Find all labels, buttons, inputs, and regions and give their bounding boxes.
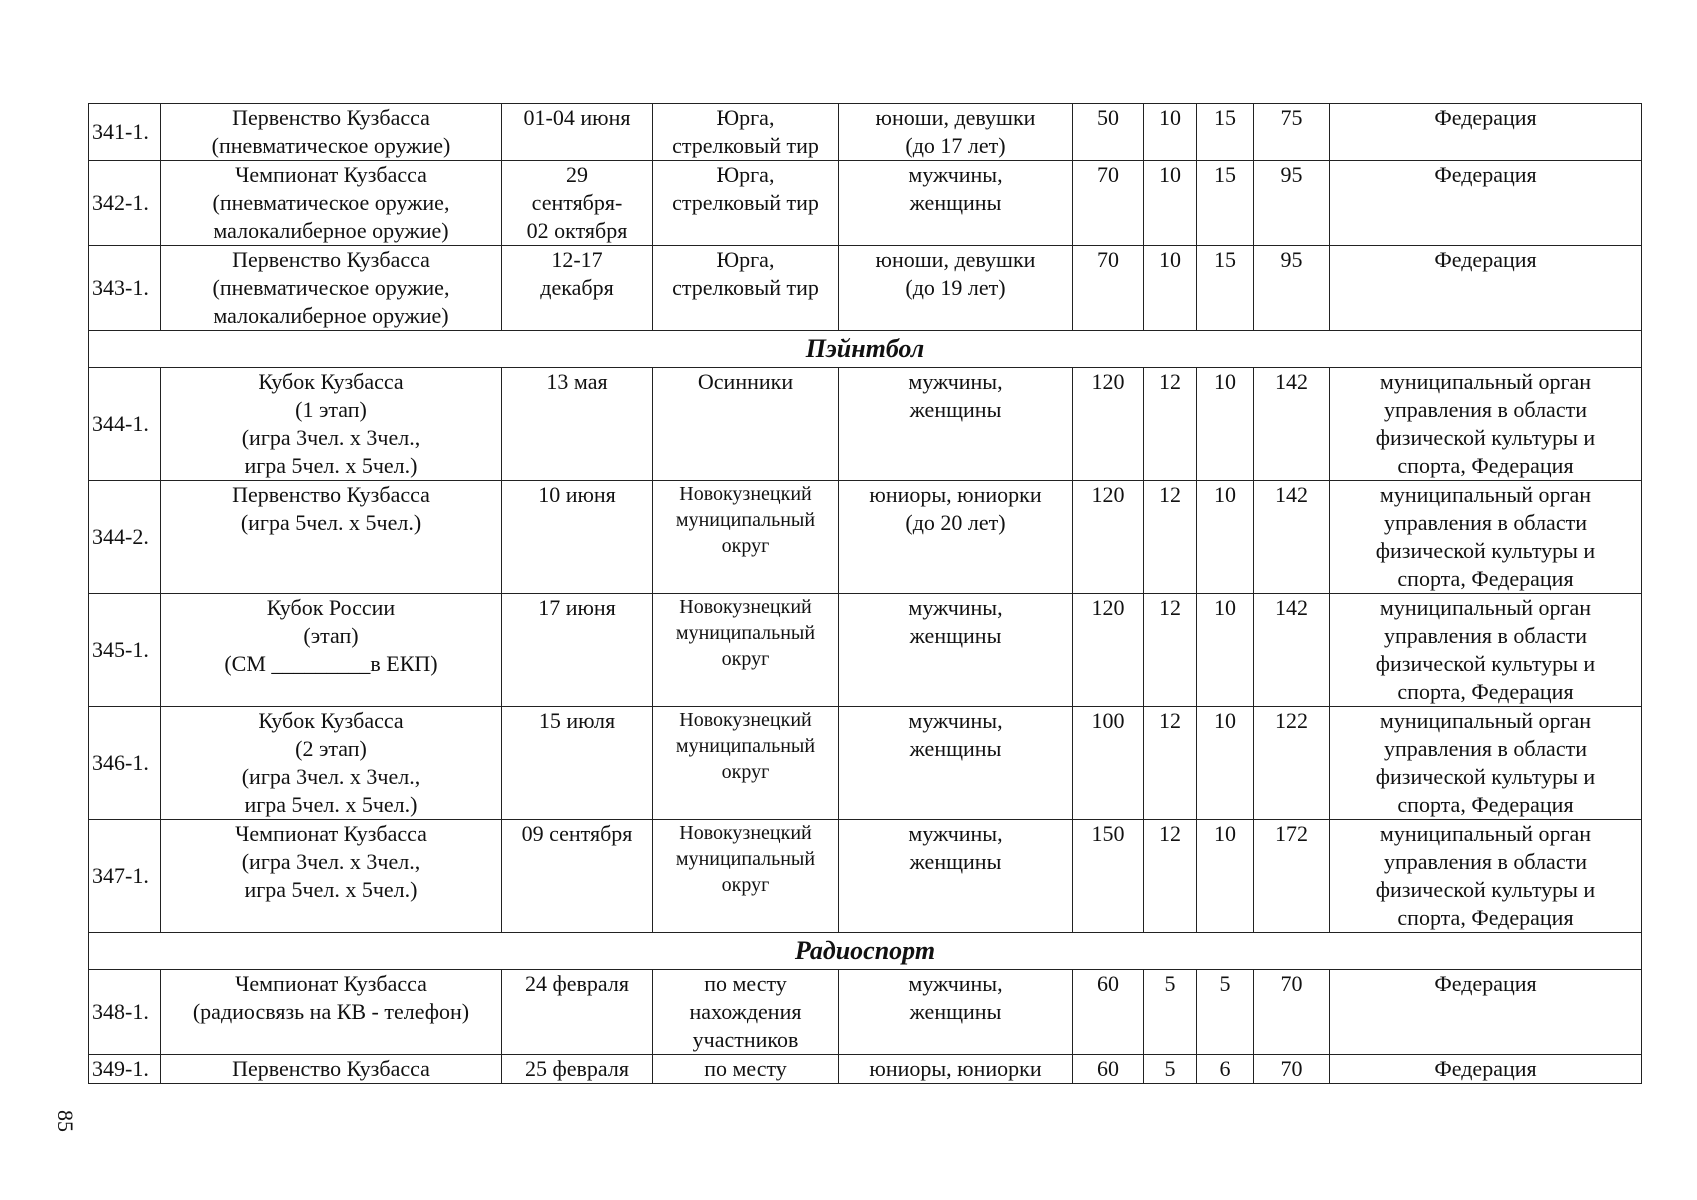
event-organizer-line: спорта, Федерация: [1397, 792, 1574, 817]
event-organizer: [1330, 481, 1642, 594]
event-organizer-line: Федерация: [1434, 162, 1537, 187]
event-name: [161, 104, 502, 161]
count-col-1: 120: [1073, 594, 1144, 707]
event-place-line: по месту: [704, 1056, 787, 1081]
event-date-line: 02 октября: [526, 218, 628, 243]
event-organizer-line: управления в области: [1384, 849, 1587, 874]
table-row: [89, 104, 1642, 161]
event-name: [161, 707, 502, 820]
event-name-line: Чемпионат Кузбасса: [235, 971, 427, 996]
section-title: Радиоспорт: [89, 933, 1642, 970]
table-row: [89, 246, 1642, 331]
event-organizer: [1330, 246, 1642, 331]
event-place-line: Юрга,: [716, 162, 775, 187]
event-place-line: округ: [721, 648, 770, 670]
event-name-line: (радиосвязь на КВ - телефон): [192, 999, 470, 1024]
event-date: [502, 707, 653, 820]
event-place-line: Новокузнецкий: [679, 709, 812, 731]
count-col-3: 10: [1197, 368, 1254, 481]
event-organizer-line: управления в области: [1384, 397, 1587, 422]
event-name-line: игра 5чел. х 5чел.): [244, 792, 418, 817]
event-number: 341-1.: [89, 104, 161, 161]
event-participants-line: юниоры, юниорки: [869, 482, 1042, 507]
count-col-2: 10: [1144, 161, 1197, 246]
event-organizer-line: спорта, Федерация: [1397, 566, 1574, 591]
event-organizer-line: управления в области: [1384, 623, 1587, 648]
event-name-line: Первенство Кузбасса: [232, 247, 430, 272]
event-name: [161, 161, 502, 246]
count-col-2: 10: [1144, 246, 1197, 331]
count-col-2: 12: [1144, 481, 1197, 594]
event-organizer: [1330, 820, 1642, 933]
event-name-line: Кубок России: [266, 595, 396, 620]
event-participants-line: женщины: [909, 736, 1002, 761]
event-place-line: муниципальный: [675, 622, 816, 644]
count-col-3: 10: [1197, 594, 1254, 707]
event-participants-line: (до 17 лет): [905, 133, 1006, 158]
event-organizer-line: физической культуры и: [1375, 877, 1596, 902]
count-col-2: 5: [1144, 1055, 1197, 1084]
event-date-line: декабря: [540, 275, 614, 300]
event-date: [502, 970, 653, 1055]
count-col-2: 12: [1144, 820, 1197, 933]
event-number: 346-1.: [89, 707, 161, 820]
event-number: 348-1.: [89, 970, 161, 1055]
event-participants: [839, 1055, 1073, 1084]
event-number: 342-1.: [89, 161, 161, 246]
event-name-line: (этап): [303, 623, 359, 648]
event-place-line: муниципальный: [675, 509, 816, 531]
page-number: 85: [53, 1110, 78, 1132]
event-name-line: (игра 3чел. х 3чел.,: [241, 425, 421, 450]
count-col-total: 75: [1254, 104, 1330, 161]
count-col-3: 6: [1197, 1055, 1254, 1084]
table-row: [89, 970, 1642, 1055]
event-organizer-line: Федерация: [1434, 971, 1537, 996]
event-name-line: (пневматическое оружие,: [212, 275, 450, 300]
event-name-line: малокалиберное оружие): [213, 303, 449, 328]
event-organizer-line: муниципальный орган: [1379, 595, 1592, 620]
event-participants-line: женщины: [909, 623, 1002, 648]
event-date-line: 13 мая: [546, 369, 608, 394]
event-name-line: Чемпионат Кузбасса: [235, 162, 427, 187]
event-place: [653, 820, 839, 933]
event-number: 349-1.: [89, 1055, 161, 1084]
event-organizer: [1330, 104, 1642, 161]
count-col-total: 142: [1254, 594, 1330, 707]
event-participants: [839, 707, 1073, 820]
event-organizer-line: Федерация: [1434, 1056, 1537, 1081]
event-number: 347-1.: [89, 820, 161, 933]
event-number: 345-1.: [89, 594, 161, 707]
table-row: [89, 820, 1642, 933]
event-date-line: сентября-: [531, 190, 623, 215]
event-name-line: Первенство Кузбасса: [232, 105, 430, 130]
event-number: 344-1.: [89, 368, 161, 481]
event-organizer: [1330, 707, 1642, 820]
count-col-1: 120: [1073, 481, 1144, 594]
event-name-line: (1 этап): [295, 397, 367, 422]
event-participants: [839, 820, 1073, 933]
event-name: [161, 970, 502, 1055]
event-organizer-line: муниципальный орган: [1379, 482, 1592, 507]
count-col-1: 70: [1073, 161, 1144, 246]
event-name-line: малокалиберное оружие): [213, 218, 449, 243]
event-participants: [839, 246, 1073, 331]
event-participants-line: женщины: [909, 849, 1002, 874]
event-date-line: 09 сентября: [521, 821, 633, 846]
table-row: [89, 368, 1642, 481]
events-table: [88, 103, 1642, 1084]
event-participants-line: (до 19 лет): [905, 275, 1006, 300]
event-place-line: округ: [721, 874, 770, 896]
count-col-3: 10: [1197, 707, 1254, 820]
event-date-line: 29: [566, 162, 588, 187]
event-organizer-line: спорта, Федерация: [1397, 905, 1574, 930]
event-name-line: (пневматическое оружие): [211, 133, 451, 158]
event-organizer-line: спорта, Федерация: [1397, 453, 1574, 478]
count-col-2: 5: [1144, 970, 1197, 1055]
event-date-line: 10 июня: [538, 482, 616, 507]
count-col-total: 95: [1254, 161, 1330, 246]
event-name-line: Первенство Кузбасса: [232, 482, 430, 507]
event-participants-line: женщины: [909, 397, 1002, 422]
event-name-line: (игра 5чел. х 5чел.): [240, 510, 422, 535]
event-participants-line: мужчины,: [908, 821, 1003, 846]
event-name-line: (СМ _________в ЕКП): [224, 651, 438, 676]
event-name-line: (пневматическое оружие,: [212, 190, 450, 215]
count-col-3: 5: [1197, 970, 1254, 1055]
event-organizer-line: Федерация: [1434, 247, 1537, 272]
event-date: [502, 246, 653, 331]
count-col-3: 15: [1197, 246, 1254, 331]
event-number: 344-2.: [89, 481, 161, 594]
event-place-line: Осинники: [697, 369, 794, 394]
event-name-line: (игра 3чел. х 3чел.,: [241, 764, 421, 789]
event-name: [161, 820, 502, 933]
table-row: [89, 161, 1642, 246]
event-date: [502, 820, 653, 933]
event-participants: [839, 481, 1073, 594]
event-name-line: игра 5чел. х 5чел.): [244, 877, 418, 902]
table-row: [89, 594, 1642, 707]
section-header: [89, 331, 1642, 368]
event-organizer: [1330, 368, 1642, 481]
event-place: [653, 368, 839, 481]
event-organizer-line: муниципальный орган: [1379, 369, 1592, 394]
event-name: [161, 246, 502, 331]
event-name: [161, 368, 502, 481]
event-organizer-line: управления в области: [1384, 510, 1587, 535]
count-col-total: 142: [1254, 368, 1330, 481]
event-participants-line: юноши, девушки: [875, 105, 1036, 130]
event-place: [653, 707, 839, 820]
event-participants: [839, 594, 1073, 707]
event-place-line: нахождения: [689, 999, 802, 1024]
count-col-3: 15: [1197, 104, 1254, 161]
count-col-1: 150: [1073, 820, 1144, 933]
count-col-total: 142: [1254, 481, 1330, 594]
event-date: [502, 594, 653, 707]
event-number: 343-1.: [89, 246, 161, 331]
event-participants-line: мужчины,: [908, 369, 1003, 394]
event-participants-line: мужчины,: [908, 162, 1003, 187]
event-place-line: Новокузнецкий: [679, 822, 812, 844]
count-col-total: 70: [1254, 970, 1330, 1055]
count-col-total: 70: [1254, 1055, 1330, 1084]
event-place: [653, 161, 839, 246]
event-date-line: 12-17: [551, 247, 603, 272]
event-place-line: Новокузнецкий: [679, 596, 812, 618]
count-col-3: 10: [1197, 820, 1254, 933]
event-place: [653, 481, 839, 594]
event-place-line: Новокузнецкий: [679, 483, 812, 505]
count-col-3: 15: [1197, 161, 1254, 246]
event-place-line: округ: [721, 535, 770, 557]
event-date: [502, 368, 653, 481]
event-organizer-line: физической культуры и: [1375, 425, 1596, 450]
event-place-line: муниципальный: [675, 735, 816, 757]
event-participants: [839, 368, 1073, 481]
event-place-line: округ: [721, 761, 770, 783]
event-participants: [839, 161, 1073, 246]
count-col-1: 60: [1073, 970, 1144, 1055]
event-place-line: участников: [692, 1027, 799, 1052]
event-date-line: 24 февраля: [525, 971, 629, 996]
event-participants-line: юноши, девушки: [875, 247, 1036, 272]
event-place-line: стрелковый тир: [672, 133, 819, 158]
table-row: [89, 707, 1642, 820]
event-date: [502, 1055, 653, 1084]
event-organizer: [1330, 1055, 1642, 1084]
event-place-line: по месту: [704, 971, 787, 996]
event-participants-line: мужчины,: [908, 595, 1003, 620]
count-col-2: 12: [1144, 707, 1197, 820]
event-organizer-line: физической культуры и: [1375, 764, 1596, 789]
section-header: [89, 933, 1642, 970]
count-col-total: 122: [1254, 707, 1330, 820]
count-col-2: 12: [1144, 594, 1197, 707]
event-name-line: Кубок Кузбасса: [258, 708, 404, 733]
table-row: [89, 481, 1642, 594]
count-col-1: 100: [1073, 707, 1144, 820]
count-col-1: 60: [1073, 1055, 1144, 1084]
event-organizer-line: управления в области: [1384, 736, 1587, 761]
event-date-line: 17 июня: [538, 595, 616, 620]
count-col-2: 12: [1144, 368, 1197, 481]
event-participants: [839, 104, 1073, 161]
event-date-line: 15 июля: [538, 708, 616, 733]
event-date: [502, 161, 653, 246]
count-col-1: 70: [1073, 246, 1144, 331]
event-participants-line: юниоры, юниорки: [869, 1056, 1042, 1081]
event-participants-line: мужчины,: [908, 971, 1003, 996]
event-organizer-line: физической культуры и: [1375, 651, 1596, 676]
event-place: [653, 594, 839, 707]
event-organizer: [1330, 970, 1642, 1055]
event-place: [653, 1055, 839, 1084]
event-organizer: [1330, 161, 1642, 246]
table-row: [89, 1055, 1642, 1084]
event-place: [653, 104, 839, 161]
event-participants-line: мужчины,: [908, 708, 1003, 733]
event-date-line: 01-04 июня: [523, 105, 631, 130]
event-name: [161, 481, 502, 594]
event-participants-line: (до 20 лет): [905, 510, 1006, 535]
event-organizer-line: муниципальный орган: [1379, 821, 1592, 846]
event-name-line: (2 этап): [295, 736, 367, 761]
event-date-line: 25 февраля: [525, 1056, 629, 1081]
event-name-line: (игра 3чел. х 3чел.,: [241, 849, 421, 874]
event-organizer-line: Федерация: [1434, 105, 1537, 130]
count-col-1: 120: [1073, 368, 1144, 481]
event-name-line: Первенство Кузбасса: [232, 1056, 430, 1081]
event-participants-line: женщины: [909, 190, 1002, 215]
event-place-line: Юрга,: [716, 247, 775, 272]
event-name-line: игра 5чел. х 5чел.): [244, 453, 418, 478]
count-col-3: 10: [1197, 481, 1254, 594]
event-place-line: муниципальный: [675, 848, 816, 870]
event-place-line: Юрга,: [716, 105, 775, 130]
event-participants-line: женщины: [909, 999, 1002, 1024]
event-organizer-line: физической культуры и: [1375, 538, 1596, 563]
event-name-line: Кубок Кузбасса: [258, 369, 404, 394]
event-name: [161, 1055, 502, 1084]
event-place: [653, 970, 839, 1055]
event-participants: [839, 970, 1073, 1055]
event-date: [502, 481, 653, 594]
event-organizer: [1330, 594, 1642, 707]
event-place-line: стрелковый тир: [672, 190, 819, 215]
event-name-line: Чемпионат Кузбасса: [235, 821, 427, 846]
count-col-total: 172: [1254, 820, 1330, 933]
event-organizer-line: спорта, Федерация: [1397, 679, 1574, 704]
count-col-total: 95: [1254, 246, 1330, 331]
event-organizer-line: муниципальный орган: [1379, 708, 1592, 733]
count-col-2: 10: [1144, 104, 1197, 161]
event-name: [161, 594, 502, 707]
event-place-line: стрелковый тир: [672, 275, 819, 300]
event-date: [502, 104, 653, 161]
count-col-1: 50: [1073, 104, 1144, 161]
section-title: Пэйнтбол: [89, 331, 1642, 368]
event-place: [653, 246, 839, 331]
